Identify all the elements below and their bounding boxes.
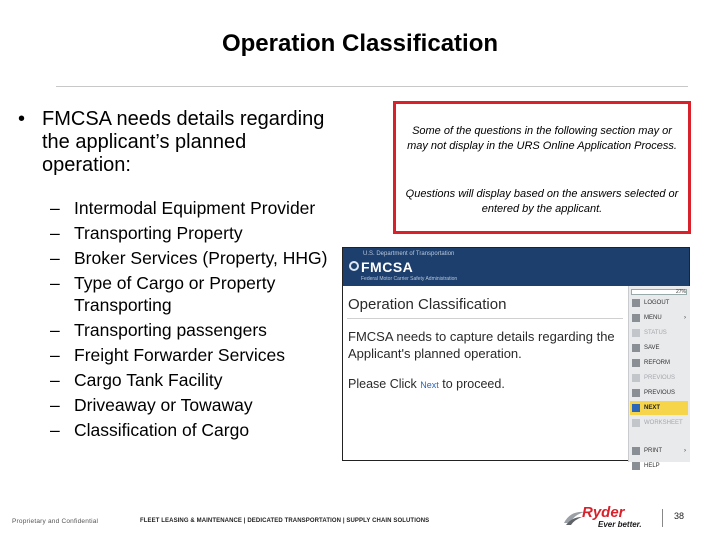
print-icon: [632, 447, 640, 455]
app-page-title: Operation Classification: [348, 296, 507, 313]
list-item: – Classification of Cargo: [50, 420, 250, 440]
note-paragraph-2: Questions will display based on the answers selected or entered by the applicant.: [405, 188, 679, 215]
menu-icon: [632, 314, 640, 322]
status-button[interactable]: STATUS: [630, 326, 688, 340]
save-icon: [632, 344, 640, 352]
bullet-marker: •: [18, 108, 26, 130]
note-callout: [393, 101, 691, 234]
next-button[interactable]: NEXT: [630, 401, 688, 415]
page-number: 38: [674, 511, 685, 521]
app-body-text: FMCSA needs to capture details regarding the Applicant's planned operation.: [348, 329, 615, 361]
list-item: – Type of Cargo or Property Transporting: [50, 273, 276, 315]
confidentiality-note: Proprietary and Confidential: [12, 518, 99, 525]
chevron-right-icon: ›: [684, 448, 686, 454]
list-item: – Freight Forwarder Services: [50, 345, 286, 365]
list-item: – Driveaway or Towaway: [50, 395, 253, 415]
list-item: – Broker Services (Property, HHG): [50, 248, 328, 268]
title-divider: [56, 86, 688, 87]
previous-button[interactable]: PREVIOUS: [630, 386, 688, 400]
progress-bar: 27%: [631, 289, 687, 295]
fmcsa-brand: FMCSA: [361, 259, 414, 275]
dot-label: U.S. Department of Transportation: [363, 251, 455, 257]
slide-title: Operation Classification: [221, 30, 499, 57]
reform-icon: [632, 359, 640, 367]
main-bullet-text: FMCSA needs details regarding the applicant’s planned operation:: [42, 108, 325, 176]
list-item: – Transporting Property: [50, 223, 243, 243]
fmcsa-logo-icon: [349, 261, 359, 271]
note-paragraph-1: Some of the questions in the following section may or may not display in the URS Online Application Process.: [407, 125, 677, 152]
list-item: – Transporting passengers: [50, 320, 267, 340]
ryder-logo: [562, 504, 652, 532]
reform-button[interactable]: REFORM: [630, 356, 688, 370]
print-button[interactable]: PRINT ›: [630, 444, 688, 458]
chevron-right-icon: ›: [684, 315, 686, 321]
save-button[interactable]: SAVE: [630, 341, 688, 355]
menu-button[interactable]: MENU ›: [630, 311, 688, 325]
ryder-wordmark: Ryder: [582, 504, 625, 521]
operation-types-list: [50, 197, 350, 444]
next-link[interactable]: Next: [420, 380, 439, 390]
previous-icon: [632, 374, 640, 382]
ryder-tagline: Ever better.: [598, 520, 642, 529]
app-click-instruction: Please Click Next to proceed.: [348, 377, 505, 391]
worksheet-button[interactable]: WORKSHEET: [630, 416, 688, 430]
logout-button[interactable]: LOGOUT: [630, 296, 688, 310]
previous-disabled-button[interactable]: PREVIOUS: [630, 371, 688, 385]
list-item: – Cargo Tank Facility: [50, 370, 223, 390]
worksheet-icon: [632, 419, 640, 427]
previous-arrow-icon: [632, 389, 640, 397]
logout-icon: [632, 299, 640, 307]
status-icon: [632, 329, 640, 337]
services-tagline: FLEET LEASING & MAINTENANCE | DEDICATED TRANSPORTATION | SUPPLY CHAIN SOLUTIONS: [140, 518, 430, 524]
list-item: – Intermodal Equipment Provider: [50, 198, 316, 218]
next-icon: [632, 404, 640, 412]
footer-divider: [662, 509, 663, 527]
app-sidebar: [628, 286, 690, 469]
help-button[interactable]: HELP: [630, 459, 688, 473]
fmcsa-subtitle: Federal Motor Carrier Safety Administration: [361, 276, 458, 282]
fmcsa-header: [343, 248, 689, 286]
app-title-divider: [347, 318, 623, 319]
application-screenshot: [342, 247, 690, 469]
help-icon: [632, 462, 640, 470]
